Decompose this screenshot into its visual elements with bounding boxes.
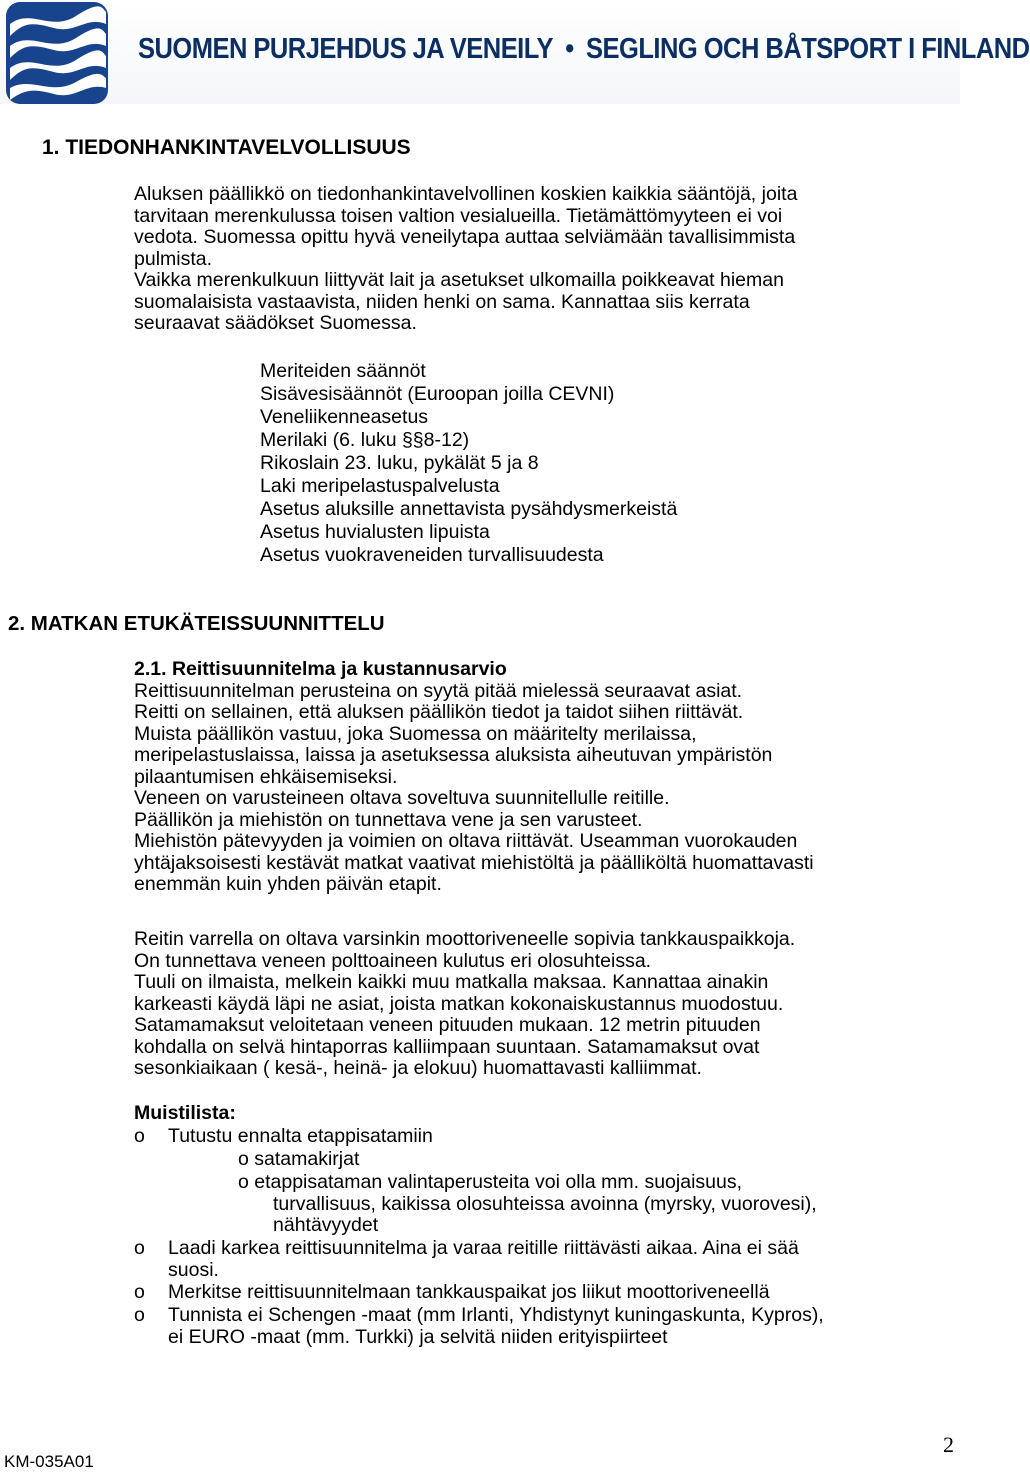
text-line: nähtävyydet bbox=[273, 1214, 379, 1236]
checklist-item bbox=[134, 1238, 934, 1281]
law-item: Laki meripelastuspalvelusta bbox=[260, 475, 500, 497]
law-item: Rikoslain 23. luku, pykälät 5 ja 8 bbox=[260, 452, 539, 474]
text-line: Satamamaksut veloitetaan veneen pituuden mukaan. 12 metrin pituuden bbox=[134, 1014, 761, 1036]
org-name-swedish: SEGLING OCH BÅTSPORT I FINLAND bbox=[586, 33, 1030, 65]
checklist-subitem bbox=[238, 1149, 359, 1171]
checklist-item-text: Merkitse reittisuunnitelmaan tankkauspaikat jos liikut moottoriveneellä bbox=[168, 1281, 770, 1303]
page-header bbox=[0, 0, 1030, 104]
section-2-heading: 2. MATKAN ETUKÄTEISSUUNNITTELU bbox=[8, 612, 385, 635]
checklist-item bbox=[134, 1282, 934, 1304]
checklist-heading: Muistilista: bbox=[134, 1102, 236, 1124]
law-item: Meriteiden säännöt bbox=[260, 360, 426, 382]
law-item: Asetus vuokraveneiden turvallisuudesta bbox=[260, 544, 604, 566]
text-line: kohdalla on selvä hintaporras kalliimpaan suuntaan. Satamamaksut ovat bbox=[134, 1035, 760, 1058]
bullet-icon: o bbox=[134, 1304, 145, 1326]
law-item: Merilaki (6. luku §§8-12) bbox=[260, 429, 470, 451]
text-line: suomalaisista vastaavista, niiden henki on sama. Kannattaa siis kerrata bbox=[134, 290, 750, 313]
text-line: Tunnista ei Schengen -maat (mm Irlanti, Yhdistynyt kuningaskunta, Kypros), bbox=[168, 1304, 824, 1326]
organization-name bbox=[138, 33, 1030, 66]
text-line: Reitti on sellainen, että aluksen päällikön tiedot ja taidot siihen riittävät. bbox=[134, 701, 744, 723]
law-item: Asetus huvialusten lipuista bbox=[260, 521, 490, 543]
section-2-1-block-1 bbox=[134, 659, 934, 896]
text-line: Laadi karkea reittisuunnitelma ja varaa reitille riittävästi aikaa. Aina ei sää bbox=[168, 1237, 799, 1259]
text-line: Aluksen päällikkö on tiedonhankintavelvollinen koskien kaikkia sääntöjä, joita bbox=[134, 183, 798, 205]
text-line: Reitin varrella on oltava varsinkin moottoriveneelle sopivia tankkauspaikkoja. bbox=[134, 928, 796, 950]
sailing-waves-logo-icon bbox=[6, 2, 108, 104]
text-line: seuraavat säädökset Suomessa. bbox=[134, 312, 417, 334]
checklist-item bbox=[134, 1305, 954, 1348]
law-item: Asetus aluksille annettavista pysähdysmerkeistä bbox=[260, 498, 678, 520]
text-line: karkeasti käydä läpi ne asiat, joista matkan kokonaiskustannus muodostuu. bbox=[134, 992, 784, 1015]
text-line: suosi. bbox=[168, 1258, 219, 1281]
bullet-icon: o bbox=[134, 1281, 145, 1303]
checklist-item bbox=[134, 1126, 934, 1148]
law-item: Sisävesisäännöt (Euroopan joilla CEVNI) bbox=[260, 383, 615, 405]
text-line: Veneen on varusteineen oltava soveltuva suunnitellulle reitille. bbox=[134, 787, 670, 809]
text-line: Tuuli on ilmaista, melkein kaikki muu matkalla maksaa. Kannattaa ainakin bbox=[134, 971, 769, 993]
text-line: Vaikka merenkulkuun liittyvät lait ja asetukset ulkomailla poikkeavat hieman bbox=[134, 269, 784, 291]
text-line: pulmista. bbox=[134, 247, 213, 270]
text-line: enemmän kuin yhden päivän etapit. bbox=[134, 873, 442, 895]
section-1-paragraph-2 bbox=[134, 270, 934, 335]
page-number: 2 bbox=[943, 1432, 954, 1457]
section-1-heading: 1. TIEDONHANKINTAVELVOLLISUUS bbox=[42, 136, 411, 159]
text-line: vedota. Suomessa opittu hyvä veneilytapa auttaa selviämään tavallisimmista bbox=[134, 226, 796, 248]
text-line: o etappisataman valintaperusteita voi olla mm. suojaisuus, bbox=[238, 1171, 743, 1193]
header-separator: • bbox=[565, 33, 574, 65]
subsection-heading: 2.1. Reittisuunnitelma ja kustannusarvio bbox=[134, 658, 507, 680]
section-1-paragraph-1 bbox=[134, 184, 934, 270]
checklist-subitem bbox=[238, 1172, 817, 1237]
bullet-icon: o bbox=[134, 1237, 145, 1259]
checklist bbox=[134, 1103, 934, 1125]
org-name-finnish: SUOMEN PURJEHDUS JA VENEILY bbox=[138, 33, 553, 65]
laws-list bbox=[260, 360, 677, 567]
section-2-1-block-2 bbox=[134, 929, 934, 1080]
law-item: Veneliikenneasetus bbox=[260, 406, 429, 428]
text-line: On tunnettava veneen polttoaineen kulutus eri olosuhteissa. bbox=[134, 949, 652, 972]
text-line: meripelastuslaissa, laissa ja asetuksessa aluksista aiheutuvan ympäristön bbox=[134, 744, 773, 766]
document-code: KM-035A01 bbox=[4, 1452, 94, 1471]
text-line: turvallisuus, kaikissa olosuhteissa avoinna (myrsky, vuorovesi), bbox=[273, 1192, 817, 1215]
text-line: tarvitaan merenkulussa toisen valtion vesialueilla. Tietämättömyyteen ei voi bbox=[134, 204, 783, 227]
text-line: Reittisuunnitelman perusteina on syytä pitää mielessä seuraavat asiat. bbox=[134, 679, 743, 702]
text-line: Päällikön ja miehistön on tunnettava vene ja sen varusteet. bbox=[134, 808, 643, 831]
text-line: Miehistön pätevyyden ja voimien on oltava riittävät. Useamman vuorokauden bbox=[134, 830, 798, 852]
bullet-icon: o bbox=[134, 1125, 145, 1147]
text-line: yhtäjaksoisesti kestävät matkat vaativat miehistöltä ja päälliköltä huomattavasti bbox=[134, 851, 814, 874]
text-line: pilaantumisen ehkäisemiseksi. bbox=[134, 765, 398, 788]
text-line: Muista päällikön vastuu, joka Suomessa on määritelty merilaissa, bbox=[134, 722, 697, 745]
text-line: sesonkiaikaan ( kesä-, heinä- ja elokuu) huomattavasti kalliimmat. bbox=[134, 1057, 702, 1079]
checklist-item-text: Tutustu ennalta etappisatamiin bbox=[168, 1125, 433, 1147]
text-line: o satamakirjat bbox=[238, 1148, 360, 1170]
text-line: ei EURO -maat (mm. Turkki) ja selvitä niiden erityispiirteet bbox=[168, 1325, 668, 1348]
